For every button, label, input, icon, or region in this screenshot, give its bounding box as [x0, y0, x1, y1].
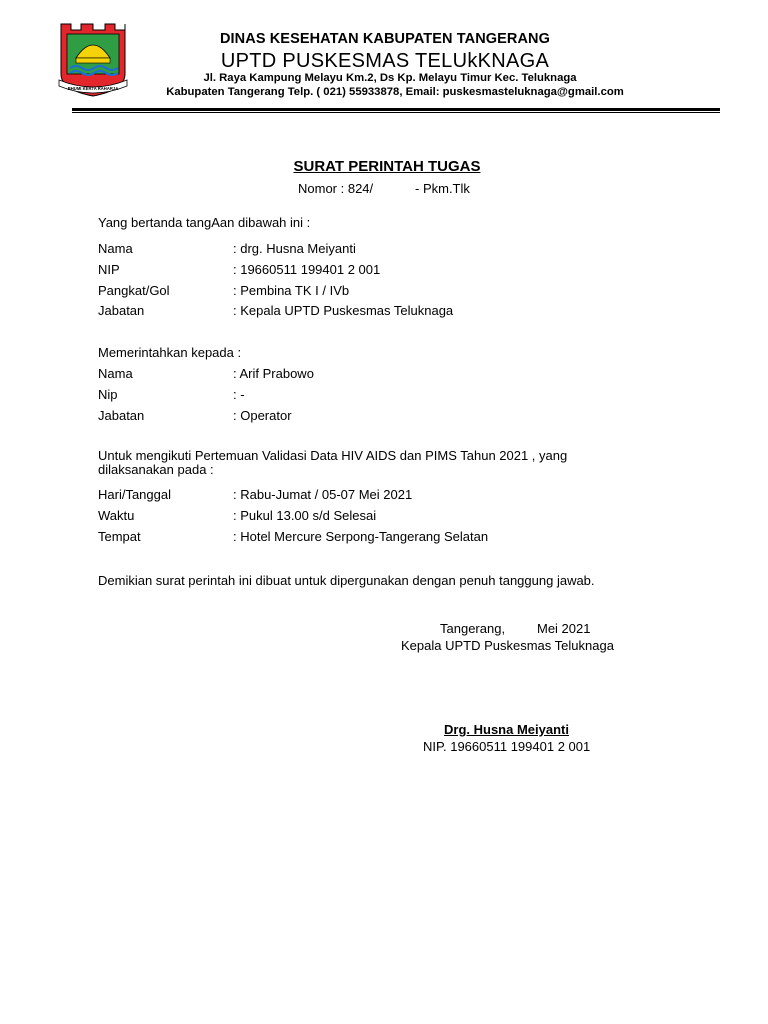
schedule-label: Tempat [98, 529, 141, 544]
assignee-label: Nip [98, 387, 118, 402]
schedule-value: : Rabu-Jumat / 05-07 Mei 2021 [233, 487, 413, 502]
assignee-value: : Arif Prabowo [233, 366, 314, 381]
signatory-label: Nama [98, 241, 133, 256]
schedule-value: : Hotel Mercure Serpong-Tangerang Selatan [233, 529, 489, 544]
address-line-2: Kabupaten Tangerang Telp. ( 021) 55933878, Email: puskesmasteluknaga@gmail.com [166, 86, 624, 98]
schedule-label: Waktu [98, 508, 135, 523]
header-divider [72, 108, 720, 111]
intro-text: Yang bertanda tangAan dibawah ini : [98, 215, 311, 230]
signature-name: Drg. Husna Meiyanti [444, 722, 569, 737]
letter-number-suffix: - Pkm.Tlk [415, 181, 470, 196]
signature-date: Mei 2021 [537, 621, 591, 636]
closing-text: Demikian surat perintah ini dibuat untuk dipergunakan dengan penuh tanggung jawab. [98, 573, 595, 588]
signature-nip: NIP. 19660511 199401 2 001 [423, 739, 591, 754]
assignee-label: Jabatan [98, 408, 145, 423]
logo-motto: BHUMI KERTA RAHARJA [67, 86, 119, 91]
signatory-value: : Kepala UPTD Puskesmas Teluknaga [233, 303, 454, 318]
signatory-label: Pangkat/Gol [98, 283, 170, 298]
assignee-label: Nama [98, 366, 133, 381]
agency-name: DINAS KESEHATAN KABUPATEN TANGERANG [219, 31, 551, 47]
address-line-1: Jl. Raya Kampung Melayu Km.2, Ds Kp. Melayu Timur Kec. Teluknaga [203, 72, 577, 84]
header-divider-thin [72, 112, 720, 113]
signature-position: Kepala UPTD Puskesmas Teluknaga [401, 638, 614, 653]
signatory-value: : 19660511 199401 2 001 [233, 262, 381, 277]
signatory-label: NIP [98, 262, 120, 277]
letter-title: SURAT PERINTAH TUGAS [293, 158, 481, 175]
signatory-label: Jabatan [98, 303, 145, 318]
signatory-value: : drg. Husna Meiyanti [233, 241, 356, 256]
purpose-text: Untuk mengikuti Pertemuan Validasi Data HIV AIDS dan PIMS Tahun 2021 , yang dilaksanakan pada : [98, 448, 568, 477]
assignee-value: : Operator [233, 408, 292, 423]
order-intro: Memerintahkan kepada : [98, 345, 242, 360]
unit-name: UPTD PUSKESMAS TELUkKNAGA [220, 50, 550, 72]
letter-number-prefix: Nomor : 824/ [298, 181, 374, 196]
signatory-value: : Pembina TK I / IVb [233, 283, 350, 298]
assignee-value: : - [233, 387, 245, 402]
signature-place: Tangerang, [440, 621, 506, 636]
schedule-label: Hari/Tanggal [98, 487, 171, 502]
schedule-value: : Pukul 13.00 s/d Selesai [233, 508, 377, 523]
